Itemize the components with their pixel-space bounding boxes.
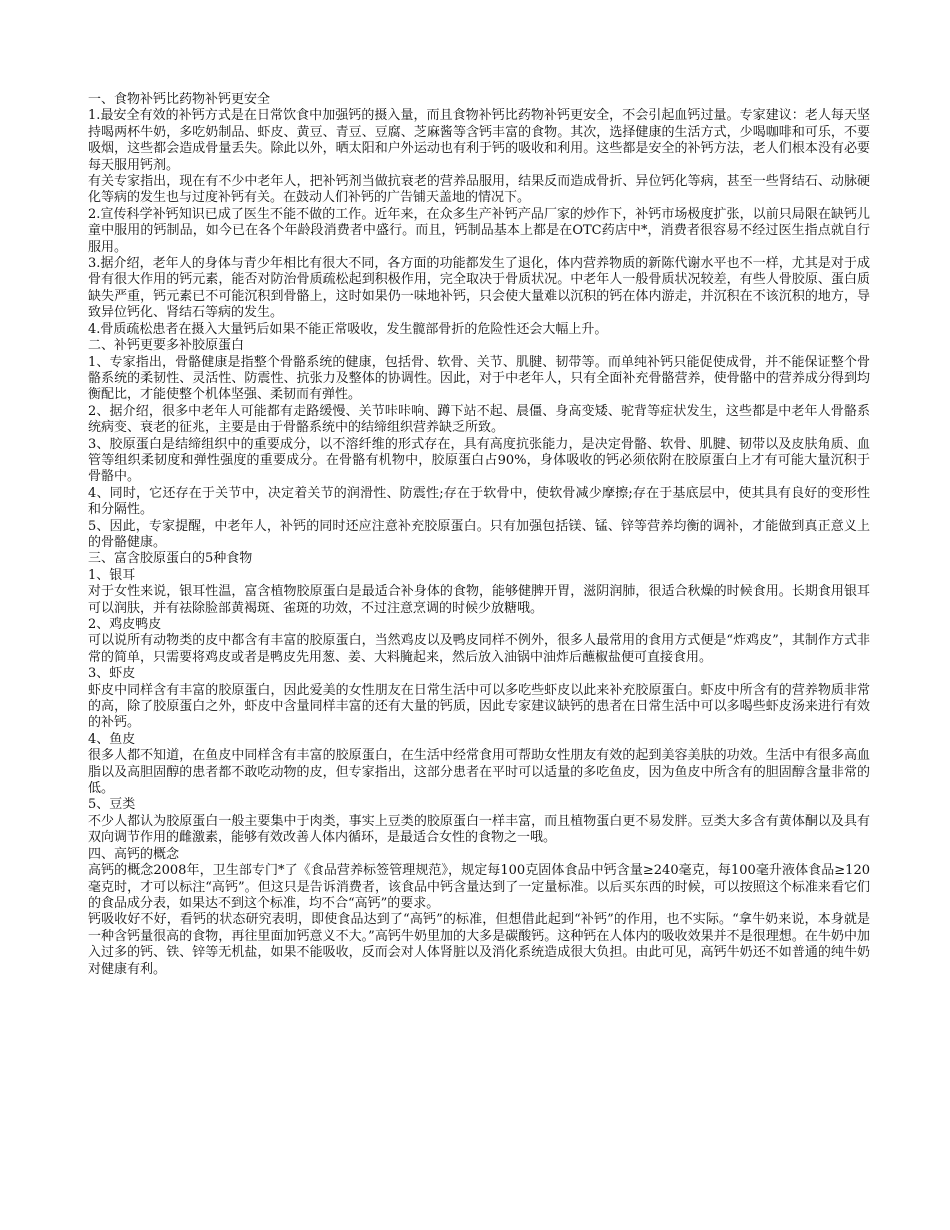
- paragraph: 对于女性来说，银耳性温，富含植物胶原蛋白是最适合补身体的食物，能够健脾开胃，滋阴润肺，很适合秋燥的时候食用。长期食用银耳可以润肤，并有祛除脸部黄褐斑、雀斑的功效，不过注意烹调的时候少放糖哦。: [88, 584, 870, 616]
- section-heading-2: 二、补钙更要多补胶原蛋白: [88, 338, 245, 354]
- paragraph: 4.骨质疏松患者在摄入大量钙后如果不能正常吸收，发生髋部骨折的危险性还会大幅上升。: [88, 321, 608, 337]
- paragraph: 5、因此，专家提醒，中老年人，补钙的同时还应注意补充胶原蛋白。只有加强包括镁、锰、锌等营养均衡的调补，才能做到真正意义上的骨骼健康。: [88, 518, 870, 550]
- subheading-tremella: 1、银耳: [88, 567, 136, 583]
- paragraph: 钙吸收好不好，看钙的状态研究表明，即使食品达到了“高钙”的标准，但想借此起到“补钙”的作用，也不实际。“拿牛奶来说，本身就是一种含钙量很高的食物，再往里面加钙意义不大。”高钙牛奶里加的大多是碳酸钙。这种钙在人体内的吸收效果并不是很理想。在牛奶中加入过多的钙、铁、锌等无机盐，如果不能吸收，反而会对人体肾脏以及消化系统造成很大负担。由此可见，高钙牛奶还不如普通的纯牛奶对健康有利。: [88, 912, 870, 977]
- subheading-shrimp-skin: 3、虾皮: [88, 666, 136, 682]
- subheading-fish-skin: 4、鱼皮: [88, 731, 136, 747]
- paragraph: 2、据介绍，很多中老年人可能都有走路缓慢、关节咔咔响、蹲下站不起、晨僵、身高变矮、驼背等症状发生，这些都是中老年人骨骼系统病变、衰老的征兆，主要是由于骨骼系统中的结缔组织营养缺乏所致。: [88, 403, 870, 436]
- paragraph: 4、同时，它还存在于关节中，决定着关节的润滑性、防震性;存在于软骨中，使软骨减少摩擦;存在于基底层中，使其具有良好的变形性和分隔性。: [88, 485, 870, 518]
- paragraph: 高钙的概念2008年，卫生部专门*了《食品营养标签管理规范》，规定每100克固体食品中钙含量≥240毫克，每100毫升液体食品≥120毫克时，才可以标注“高钙”。但这只是告诉消费者，该食品中钙含量达到了一定量标准。以后买东西的时候，可以按照这个标准来看它们的食品成分表，如果达不到这个标准，均不合“高钙”的要求。: [88, 863, 870, 911]
- paragraph: 很多人都不知道，在鱼皮中同样含有丰富的胶原蛋白，在生活中经常食用可帮助女性朋友有效的起到美容美肤的功效。生活中有很多高血脂以及高胆固醇的患者都不敢吃动物的皮，但专家指出，这部分患者在平时可以适量的多吃鱼皮，因为鱼皮中所含有的胆固醇含量非常的低。: [88, 748, 870, 797]
- section-heading-3: 三、富含胶原蛋白的5种食物: [88, 551, 253, 567]
- paragraph: 1、专家指出，骨骼健康是指整个骨骼系统的健康，包括骨、软骨、关节、肌腱、韧带等。而单纯补钙只能促使成骨，并不能保证整个骨骼系统的柔韧性、灵活性、防震性、抗张力及整体的协调性。因此，对于中老年人，只有全面补充骨骼营养，使骨骼中的营养成分得到均衡配比，才能使整个机体坚强、柔韧而有弹性。: [88, 354, 870, 403]
- paragraph: 2.宣传科学补钙知识已成了医生不能不做的工作。近年来，在众多生产补钙产品厂家的炒作下，补钙市场极度扩张，以前只局限在缺钙儿童中服用的钙制品，如今已在各个年龄段消费者中盛行。而且，钙制品基本上都是在OTC药店中*，消费者很容易不经过医生指点就自行服用。: [88, 206, 870, 255]
- document-body: [88, 92, 870, 978]
- section-heading-4: 四、高钙的概念: [88, 846, 180, 862]
- paragraph: 3.据介绍，老年人的身体与青少年相比有很大不同，各方面的功能都发生了退化，体内营养物质的新陈代谢水平也不一样，尤其是对于成骨有很大作用的钙元素，能否对防治骨质疏松起到积极作用，完全取决于骨质状况。中老年人一般骨质状况较差，有些人骨胶原、蛋白质缺失严重，钙元素已不可能沉积到骨骼上，这时如果仍一味地补钙，只会使大量难以沉积的钙在体内游走，并沉积在不该沉积的地方，导致异位钙化、肾结石等病的发生。: [88, 256, 870, 321]
- paragraph: 3、胶原蛋白是结缔组织中的重要成分，以不溶纤维的形式存在，具有高度抗张能力，是决定骨骼、软骨、肌腱、韧带以及皮肤角质、血管等组织柔韧度和弹性强度的重要成分。在骨骼有机物中，胶原蛋白占90%，身体吸收的钙必须依附在胶原蛋白上才有可能大量沉积于骨骼中。: [88, 436, 870, 485]
- paragraph: 不少人都认为胶原蛋白一般主要集中于肉类，事实上豆类的胶原蛋白一样丰富，而且植物蛋白更不易发胖。豆类大多含有黄体酮以及具有双向调节作用的雌激素，能够有效改善人体内循环，是最适合女性的食物之一哦。: [88, 813, 870, 846]
- paragraph: 有关专家指出，现在有不少中老年人，把补钙剂当做抗衰老的营养品服用，结果反而造成骨折、异位钙化等病，甚至一些肾结石、动脉硬化等病的发生也与过度补钙有关。在鼓动人们补钙的广告铺天盖地的情况下。: [88, 174, 870, 206]
- subheading-beans: 5、豆类: [88, 797, 136, 813]
- subheading-chicken-duck-skin: 2、鸡皮鸭皮: [88, 617, 162, 632]
- paragraph: 可以说所有动物类的皮中都含有丰富的胶原蛋白，当然鸡皮以及鸭皮同样不例外，很多人最常用的食用方式便是“炸鸡皮”，其制作方式非常的简单，只需要将鸡皮或者是鸭皮先用葱、姜、大料腌起来，然后放入油锅中油炸后蘸椒盐便可直接食用。: [88, 633, 870, 665]
- paragraph: 虾皮中同样含有丰富的胶原蛋白，因此爱美的女性朋友在日常生活中可以多吃些虾皮以此来补充胶原蛋白。虾皮中所含有的营养物质非常的高，除了胶原蛋白之外，虾皮中含量同样丰富的还有大量的钙质，因此专家建议缺钙的患者在日常生活中可以多喝些虾皮汤来进行有效的补钙。: [88, 682, 870, 731]
- paragraph: 1.最安全有效的补钙方式是在日常饮食中加强钙的摄入量，而且食物补钙比药物补钙更安全，不会引起血钙过量。专家建议：老人每天坚持喝两杯牛奶，多吃奶制品、虾皮、黄豆、青豆、豆腐、芝麻酱等含钙丰富的食物。其次，选择健康的生活方式，少喝咖啡和可乐，不要吸烟，这些都会造成骨量丢失。除此以外，晒太阳和户外运动也有利于钙的吸收和利用。这些都是安全的补钙方法，老人们根本没有必要每天服用钙剂。: [88, 108, 870, 173]
- section-heading-1: 一、食物补钙比药物补钙更安全: [88, 92, 271, 107]
